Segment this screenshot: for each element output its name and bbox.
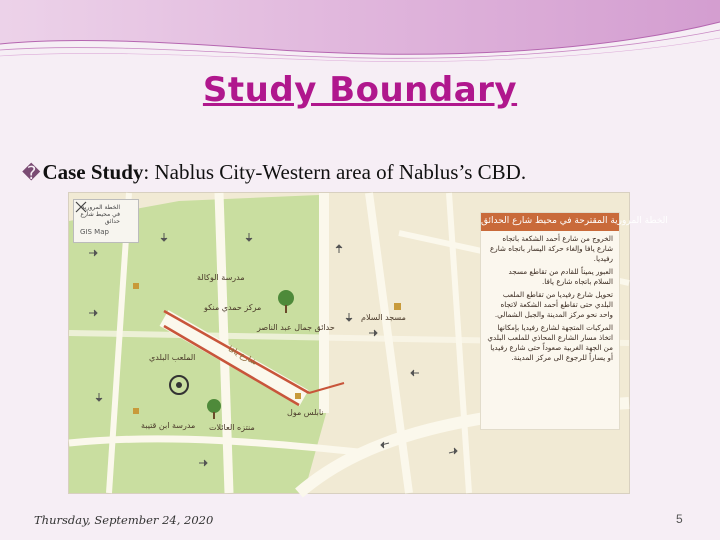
legend-item: العبور يميناً للقادم من تقاطع مسجد السلام باتجاه شارع يافا. bbox=[508, 267, 613, 286]
slide-number: 5 bbox=[676, 512, 683, 526]
label-garden: حدائق جمال عبد الناصر bbox=[257, 323, 335, 332]
case-study-text: : Nablus City-Western area of Nablus’s CBD. bbox=[143, 160, 527, 184]
label-school-top: مدرسة الوكالة bbox=[197, 273, 245, 282]
label-school-bottom: مدرسة ابن قتيبة bbox=[141, 421, 196, 430]
tree-icon bbox=[278, 290, 294, 306]
label-stadium: الملعب البلدي bbox=[149, 353, 196, 362]
mall-marker bbox=[295, 393, 301, 399]
legend-item: المركبات المتجهة لشارع رفيديا بإمكانها اتخاذ مسار الشارع المحاذي للملعب البلدي من الجهة الغربية صعوداً حتى شارع رفيديا أو يساراً للرجوع الى مركز المدينة. bbox=[487, 323, 613, 362]
study-area-map bbox=[68, 192, 668, 494]
label-road-diagonal: شارع يافا bbox=[226, 344, 259, 367]
slide-title: Study Boundary bbox=[202, 70, 518, 110]
label-palace: منتزه العائلات bbox=[209, 423, 255, 432]
compass-icon bbox=[74, 200, 88, 214]
footer-date: Thursday, September 24, 2020 bbox=[34, 513, 214, 527]
mosque-marker bbox=[394, 303, 401, 310]
school-marker bbox=[133, 283, 139, 289]
gis-box-text: الخطة المرورية في محيط شارع حدائق bbox=[80, 204, 120, 225]
case-study-line bbox=[22, 160, 526, 185]
school-marker bbox=[133, 408, 139, 414]
gis-map-label: GIS Map bbox=[80, 228, 109, 236]
legend-item: تحويل شارع رفيديا من تقاطع الملعب البلدي حتى تقاطع أحمد الشكعة لاتجاه واحد نحو مركز المدينة والجبل الشمالي. bbox=[494, 290, 613, 319]
label-mosque: مسجد السلام bbox=[361, 313, 406, 322]
tree-icon bbox=[207, 399, 221, 413]
bullet-glyph: � bbox=[22, 163, 41, 183]
legend-item: الخروج من شارع أحمد الشكعة باتجاه شارع يافا وإلغاء حركة اليسار باتجاه شارع رفيديا. bbox=[489, 234, 613, 263]
case-study-label: Case Study bbox=[42, 160, 144, 184]
map-legend bbox=[480, 212, 668, 430]
gis-map-box bbox=[73, 199, 139, 243]
header-wave-decoration bbox=[0, 0, 720, 70]
label-center: مركز حمدي منكو bbox=[204, 303, 262, 312]
label-mall: نابلس مول bbox=[287, 408, 324, 417]
legend-header: الخطة المرورية المقترحة في محيط شارع الحدائق bbox=[481, 213, 619, 231]
